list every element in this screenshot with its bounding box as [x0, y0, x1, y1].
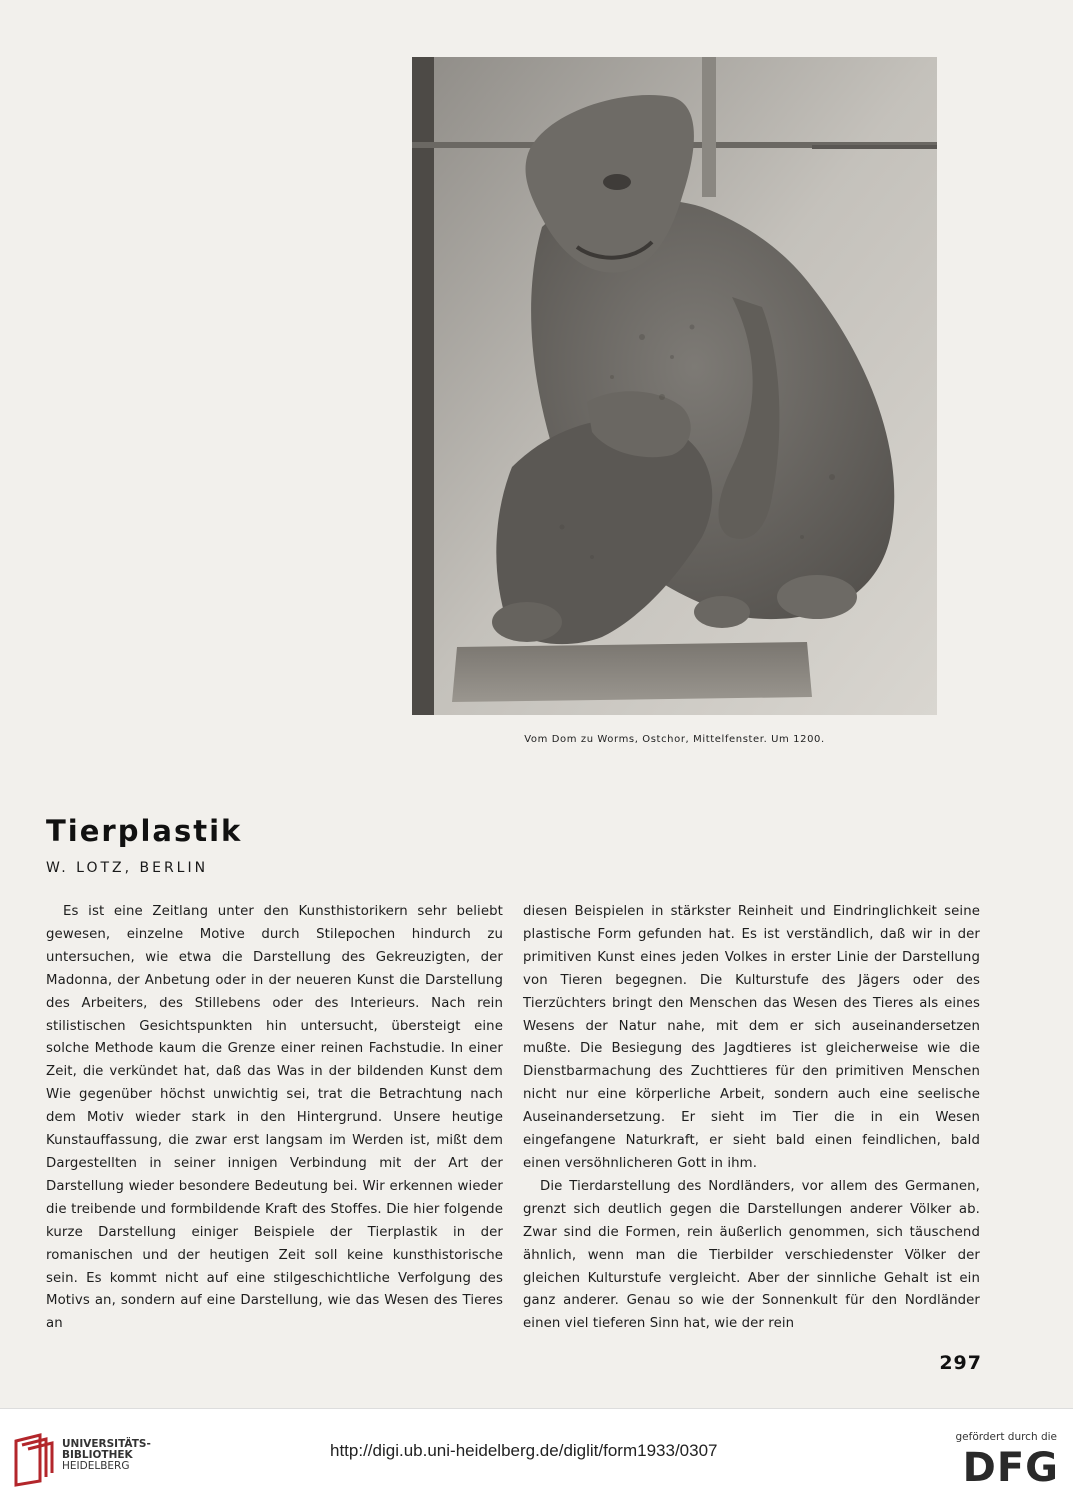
- footer-bar: [0, 1408, 1073, 1496]
- library-name-line: HEIDELBERG: [62, 1460, 130, 1472]
- page-number: 297: [939, 1352, 982, 1374]
- figure-caption: Vom Dom zu Worms, Ostchor, Mittelfenster. Um 1200.: [524, 734, 825, 745]
- library-name-line: BIBLIOTHEK: [62, 1449, 133, 1461]
- funding-note: gefördert durch die: [955, 1431, 1057, 1443]
- text-column-left: [46, 901, 503, 1336]
- library-name-line: UNIVERSITÄTS-: [62, 1438, 151, 1450]
- paragraph: Es ist eine Zeitlang unter den Kunsthistorikern sehr beliebt gewesen, einzelne Motive durch Stilepochen hindurch zu untersuchen, wie etwa die Darstellung des Gekreuzigten, der Madonna, der Anbetung oder in der neueren Kunst die Darstellung des Arbeiters, des Stillebens oder des Interieurs. Nach rein stilistischen Gesichtspunkten hin untersucht, übersteigt eine solche Methode kaum die Grenze einer reinen Fachstudie. In einer Zeit, die verkündet hat, daß das Was in der bildenden Kunst dem Wie gegenüber höchst unwichtig sei, trat die Betrachtung nach dem Motiv wieder stark in den Hintergrund. Unsere heutige Kunstauffassung, die zwar erst langsam im Werden ist, mißt dem Dargestellten in seiner innigen Verbindung mit der Art der Darstellung wieder besondere Bedeutung bei. Wir erkennen wieder die treibende und formbildende Kraft des Stoffes. Die hier folgende kurze Darstellung einiger Beispiele der Tierplastik in der romanischen und der heutigen Zeit soll keine kunsthistorische sein. Es kommt nicht auf eine stilgeschichtliche Verfolgung des Motivs an, sondern auf eine Darstellung, wie das Wesen des Tieres an: [46, 904, 503, 1332]
- paragraph: Die Tierdarstellung des Nordländers, vor allem des Germanen, grenzt sich deutlich gegen die Darstellungen anderer Völker ab. Zwar sind die Formen, rein äußerlich genommen, sich täuschend ähnlich, wenn man die Tierbilder verschiedenster Völker der gleichen Kulturstufe vergleicht. Aber der sinnliche Gehalt ist ein ganz anderer. Genau so wie der Sonnenkult für den Nordländer einen viel tieferen Sinn hat, wie der rein: [523, 1178, 980, 1332]
- text-column-right: [523, 901, 980, 1336]
- dfg-logo: DFG: [962, 1445, 1059, 1491]
- article-author: W. LOTZ, BERLIN: [46, 860, 209, 876]
- bear-sculpture-illustration: [412, 57, 937, 715]
- paragraph: diesen Beispielen in stärkster Reinheit und Eindringlichkeit seine plastische Form gefunden hat. Es ist verständlich, daß wir in der primitiven Kunst eines jeden Volkes in erster Linie der Darstellung von Tieren begegnen. Die Kulturstufe des Jägers oder des Tierzüchters bringt den Menschen das Wesen des Tieres als eines Wesens der Natur nahe, mit dem er sich auseinandersetzen mußte. Die Besiegung des Jagdtieres ist gleicherweise wie die Dienstbarmachung des Zuchttieres für den primitiven Menschen nicht nur eine körperliche Arbeit, sondern auch eine seelische Auseinandersetzung. Er sieht im Tier die in ein Wesen eingefangene Naturkraft, er sieht bald einen feindlichen, bald einen versöhnlicheren Gott in ihm.: [523, 904, 980, 1171]
- library-name: [62, 1439, 151, 1472]
- ub-heidelberg-logo-icon: [12, 1431, 54, 1487]
- article-title: Tierplastik: [46, 814, 243, 848]
- permalink-url[interactable]: http://digi.ub.uni-heidelberg.de/diglit/form1933/0307: [330, 1441, 718, 1460]
- sculpture-photo: [412, 57, 937, 715]
